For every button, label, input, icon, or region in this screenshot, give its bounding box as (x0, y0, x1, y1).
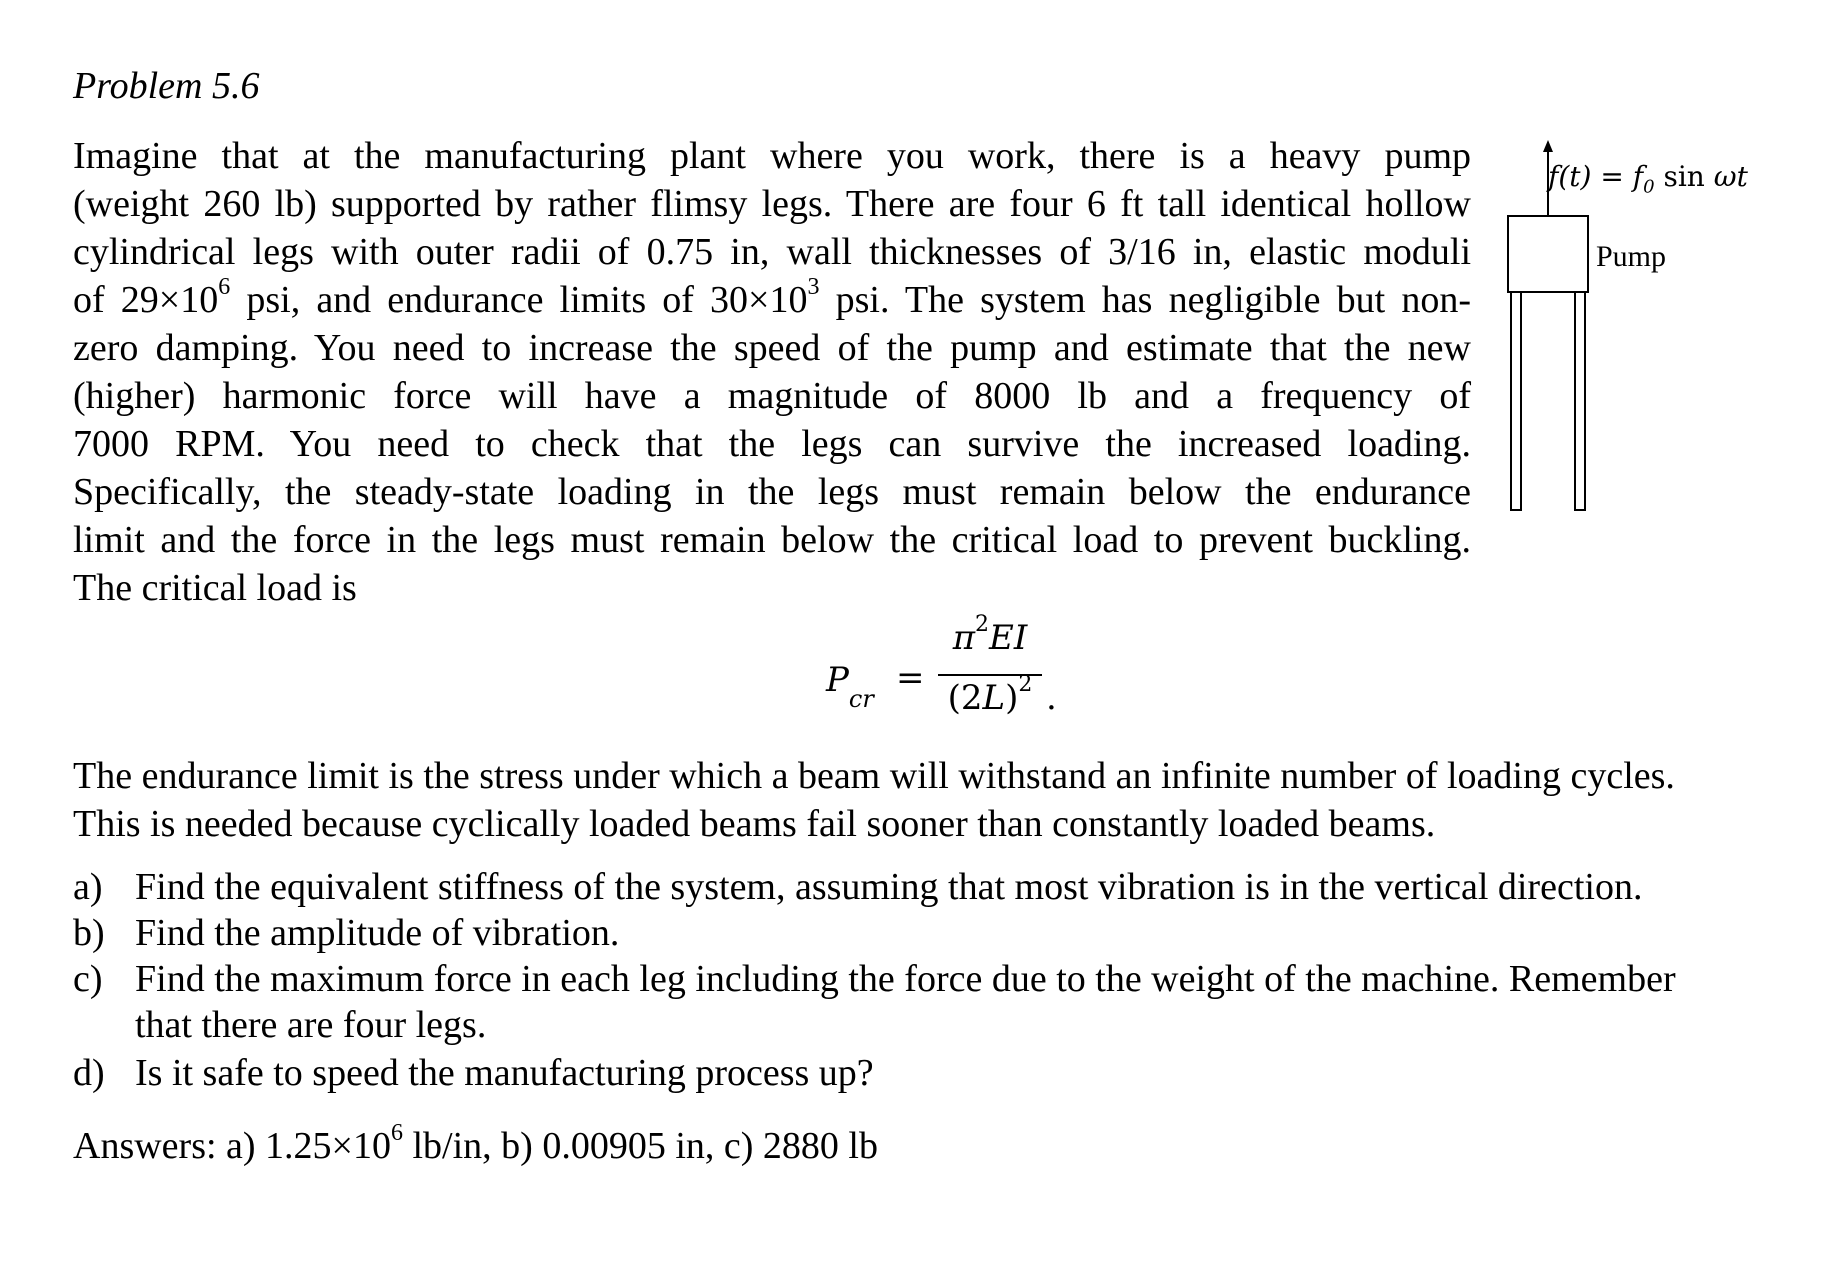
formula-period: . (1046, 678, 1057, 718)
question-item (73, 910, 1813, 956)
question-item (73, 864, 1813, 910)
statement-line: limit and the force in the legs must remain below the critical load to prevent buckling. (73, 519, 1471, 561)
critical-load-formula (826, 611, 1106, 728)
question-text: Find the amplitude of vibration. (135, 912, 620, 954)
equals-sign: = (1591, 160, 1633, 193)
paragraph-line: This is needed because cyclically loaded beams fail sooner than constantly loaded beams. (73, 803, 1436, 845)
problem-title: Problem 5.6 (73, 65, 260, 107)
question-text: that there are four legs. (135, 1004, 487, 1046)
problem-statement (73, 132, 1471, 612)
question-text: Find the maximum force in each leg including the force due to the weight of the machine. Remember (135, 958, 1676, 1000)
statement-line: Specifically, the steady-state loading in the legs must remain below the endurance (73, 471, 1471, 513)
question-marker: a) (73, 866, 103, 908)
statement-line: Imagine that at the manufacturing plant where you work, there is a heavy pump (73, 135, 1471, 177)
paragraph-line: The endurance limit is the stress under which a beam will withstand an infinite number of loading cycles. (73, 755, 1675, 797)
text-run: of 29×10 (73, 279, 219, 321)
endurance-limit-paragraph (73, 752, 1793, 848)
statement-line: cylindrical legs with outer radii of 0.75 in, wall thicknesses of 3/16 in, elastic moduli (73, 231, 1471, 273)
formula-numerator (936, 611, 1044, 658)
pump-label: Pump (1596, 240, 1667, 273)
exponent: 6 (218, 274, 231, 301)
omega-t: ωt (1713, 160, 1748, 193)
exponent: 2 (1018, 671, 1033, 697)
force-amplitude: f (1632, 160, 1644, 193)
pi-symbol: π (952, 618, 976, 658)
question-text: Find the equivalent stiffness of the system, assuming that most vibration is in the vertical direction. (135, 866, 1643, 908)
answers-line (73, 1122, 878, 1170)
text-run: psi, and endurance limits of 30×10 (230, 279, 808, 321)
formula-length-var: L (982, 678, 1006, 718)
formula-denominator (936, 671, 1044, 718)
leg-right (1575, 292, 1585, 510)
statement-line: (weight 260 lb) supported by rather flimsy legs. There are four 6 ft tall identical hollow (73, 183, 1471, 225)
force-arrow-head (1543, 140, 1553, 152)
question-marker: c) (73, 958, 103, 1000)
question-list (73, 864, 1813, 1096)
question-marker: b) (73, 912, 105, 954)
exponent: 3 (807, 274, 820, 301)
force-equation (1548, 160, 1748, 198)
formula-lhs (826, 660, 874, 713)
exponent: 6 (391, 1120, 403, 1147)
statement-line: The critical load is (73, 567, 357, 609)
force-function: f(t) (1548, 160, 1592, 193)
statement-line: 7000 RPM. You need to check that the legs can survive the increased loading. (73, 423, 1471, 465)
formula-subscript: cr (848, 684, 874, 713)
leg-left (1511, 292, 1521, 510)
pump-figure (1490, 140, 1810, 530)
statement-line: (higher) harmonic force will have a magnitude of 8000 lb and a frequency of (73, 375, 1471, 417)
pump-box (1508, 216, 1588, 292)
subscript: 0 (1643, 176, 1655, 198)
question-marker: d) (73, 1052, 105, 1094)
question-item (73, 956, 1813, 1048)
question-item (73, 1050, 1813, 1096)
formula-symbol: P (826, 660, 849, 700)
sine: sin (1654, 160, 1714, 193)
formula-ei: EI (989, 618, 1028, 658)
formula-paren-open: (2 (947, 678, 983, 718)
statement-line-with-exponents (73, 276, 1471, 324)
statement-line: zero damping. You need to increase the speed of the pump and estimate that the new (73, 327, 1471, 369)
text-run: psi. The system has negligible but non- (819, 279, 1471, 321)
answers-text: lb/in, b) 0.00905 in, c) 2880 lb (403, 1125, 878, 1167)
formula-equals: = (896, 658, 925, 698)
exponent: 2 (975, 611, 990, 637)
formula-paren-close: ) (1005, 678, 1019, 718)
answers-text: Answers: a) 1.25×10 (73, 1125, 391, 1167)
question-text: Is it safe to speed the manufacturing process up? (135, 1052, 874, 1094)
